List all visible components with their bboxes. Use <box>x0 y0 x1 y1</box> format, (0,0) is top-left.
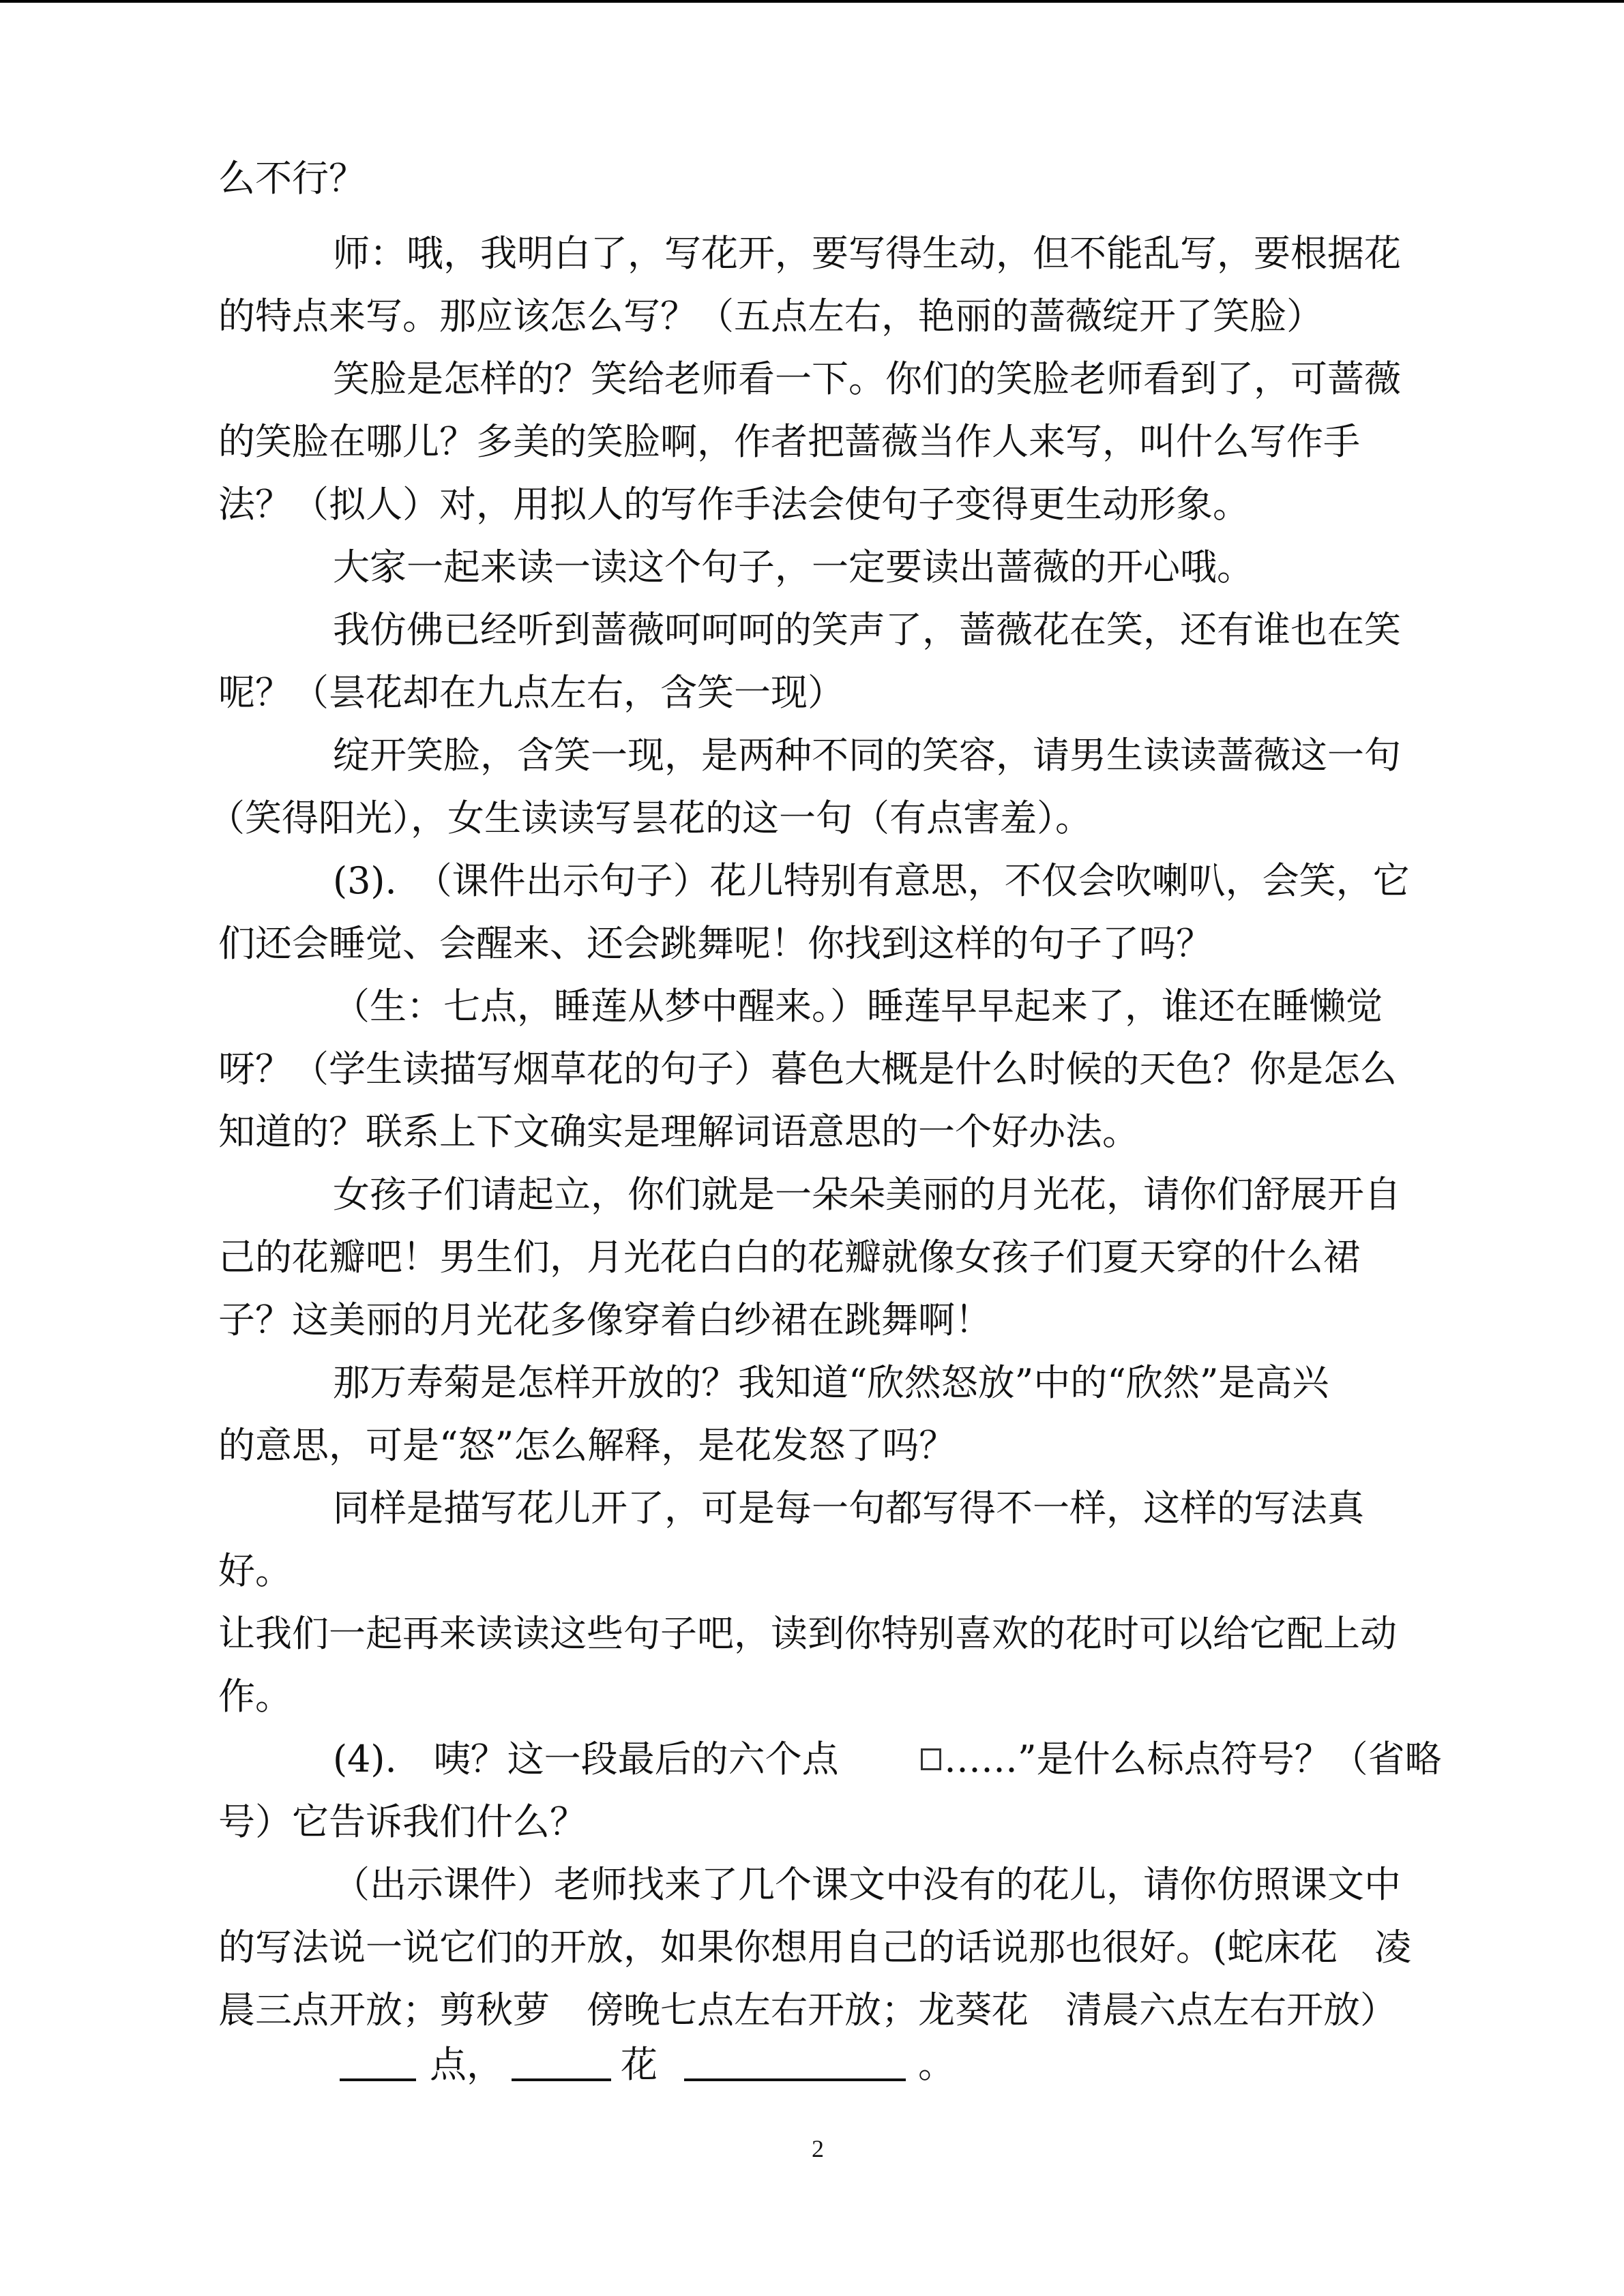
text-line: 我仿佛已经听到蔷薇呵呵呵的笑声了，蔷薇花在笑，还有谁也在笑 <box>333 608 1401 651</box>
text-line: 己的花瓣吧！男生们，月光花白白的花瓣就像女孩子们夏天穿的什么裙 <box>218 1236 1360 1279</box>
text-line: 晨三点开放；剪秋萝 傍晚七点左右开放；龙葵花 清晨六点左右开放） <box>218 1988 1397 2031</box>
top-border-rule <box>0 0 1624 3</box>
text-line: 子？这美丽的月光花多像穿着白纱裙在跳舞啊！ <box>218 1298 992 1341</box>
text-segment: ……”是什么标点符号？（省略 <box>944 1738 1442 1780</box>
fill-in-label-end: 。 <box>918 2043 955 2086</box>
fill-in-blank-time[interactable] <box>340 2078 416 2081</box>
text-line: 女孩子们请起立，你们就是一朵朵美丽的月光花，请你们舒展开自 <box>333 1173 1401 1216</box>
text-line: 师：哦，我明白了，写花开，要写得生动，但不能乱写，要根据花 <box>333 232 1401 275</box>
text-line: 呢？（昙花却在九点左右，含笑一现） <box>218 671 844 714</box>
fill-in-label-hua: 花 <box>621 2043 658 2086</box>
text-line: （生：七点，睡莲从梦中醒来。）睡莲早早起来了，谁还在睡懒觉 <box>333 985 1383 1028</box>
text-line: 绽开笑脸，含笑一现，是两种不同的笑容，请男生读读蔷薇这一句 <box>333 734 1401 777</box>
text-line: 的写法说一说它们的开放，如果你想用自己的话说那也很好。(蛇床花 凌 <box>218 1926 1412 1969</box>
text-line: (4). 咦？这一段最后的六个点 <box>333 1738 839 1780</box>
fill-in-blank-description[interactable] <box>684 2078 906 2081</box>
text-line: 同样是描写花儿开了，可是每一句都写得不一样，这样的写法真 <box>333 1487 1364 1530</box>
fill-in-blank-flower[interactable] <box>512 2078 611 2081</box>
fill-in-label-dian: 点， <box>430 2043 503 2086</box>
text-line: 笑脸是怎样的？笑给老师看一下。你们的笑脸老师看到了，可蔷薇 <box>333 357 1401 400</box>
text-line: 号）它告诉我们什么？ <box>218 1800 587 1843</box>
text-line: 大家一起来读一读这个句子，一定要读出蔷薇的开心哦。 <box>333 546 1254 588</box>
text-line: 作。 <box>218 1675 292 1718</box>
text-line: 的意思，可是“怒”怎么解释，是花发怒了吗？ <box>218 1424 956 1467</box>
placeholder-box-icon <box>921 1748 941 1770</box>
text-line: 法？（拟人）对，用拟人的写作手法会使句子变得更生动形象。 <box>218 483 1250 526</box>
text-line: （出示课件）老师找来了几个课文中没有的花儿，请你仿照课文中 <box>333 1863 1401 1906</box>
text-line: （笑得阳光），女生读读写昙花的这一句（有点害羞）。 <box>208 796 1092 839</box>
text-line: (3). （课件出示句子）花儿特别有意思，不仅会吹喇叭，会笑，它 <box>333 859 1410 902</box>
page-number: 2 <box>812 2135 824 2162</box>
text-line: 那万寿菊是怎样开放的？我知道“欣然怒放”中的“欣然”是高兴 <box>333 1361 1329 1404</box>
text-line: 么不行？ <box>218 157 366 200</box>
text-line-continuation <box>921 1739 1442 1780</box>
text-line: 的特点来写。那应该怎么写？（五点左右，艳丽的蔷薇绽开了笑脸） <box>218 295 1323 338</box>
text-line: 的笑脸在哪儿？多美的笑脸啊，作者把蔷薇当作人来写，叫什么写作手 <box>218 420 1360 463</box>
text-line: 好。 <box>218 1549 292 1592</box>
text-line: 呀？（学生读描写烟草花的句子）暮色大概是什么时候的天色？你是怎么 <box>218 1047 1397 1090</box>
text-line: 知道的？联系上下文确实是理解词语意思的一个好办法。 <box>218 1110 1139 1153</box>
text-line: 们还会睡觉、会醒来、还会跳舞呢！你找到这样的句子了吗？ <box>218 922 1213 965</box>
text-line: 让我们一起再来读读这些句子吧，读到你特别喜欢的花时可以给它配上动 <box>218 1612 1397 1655</box>
